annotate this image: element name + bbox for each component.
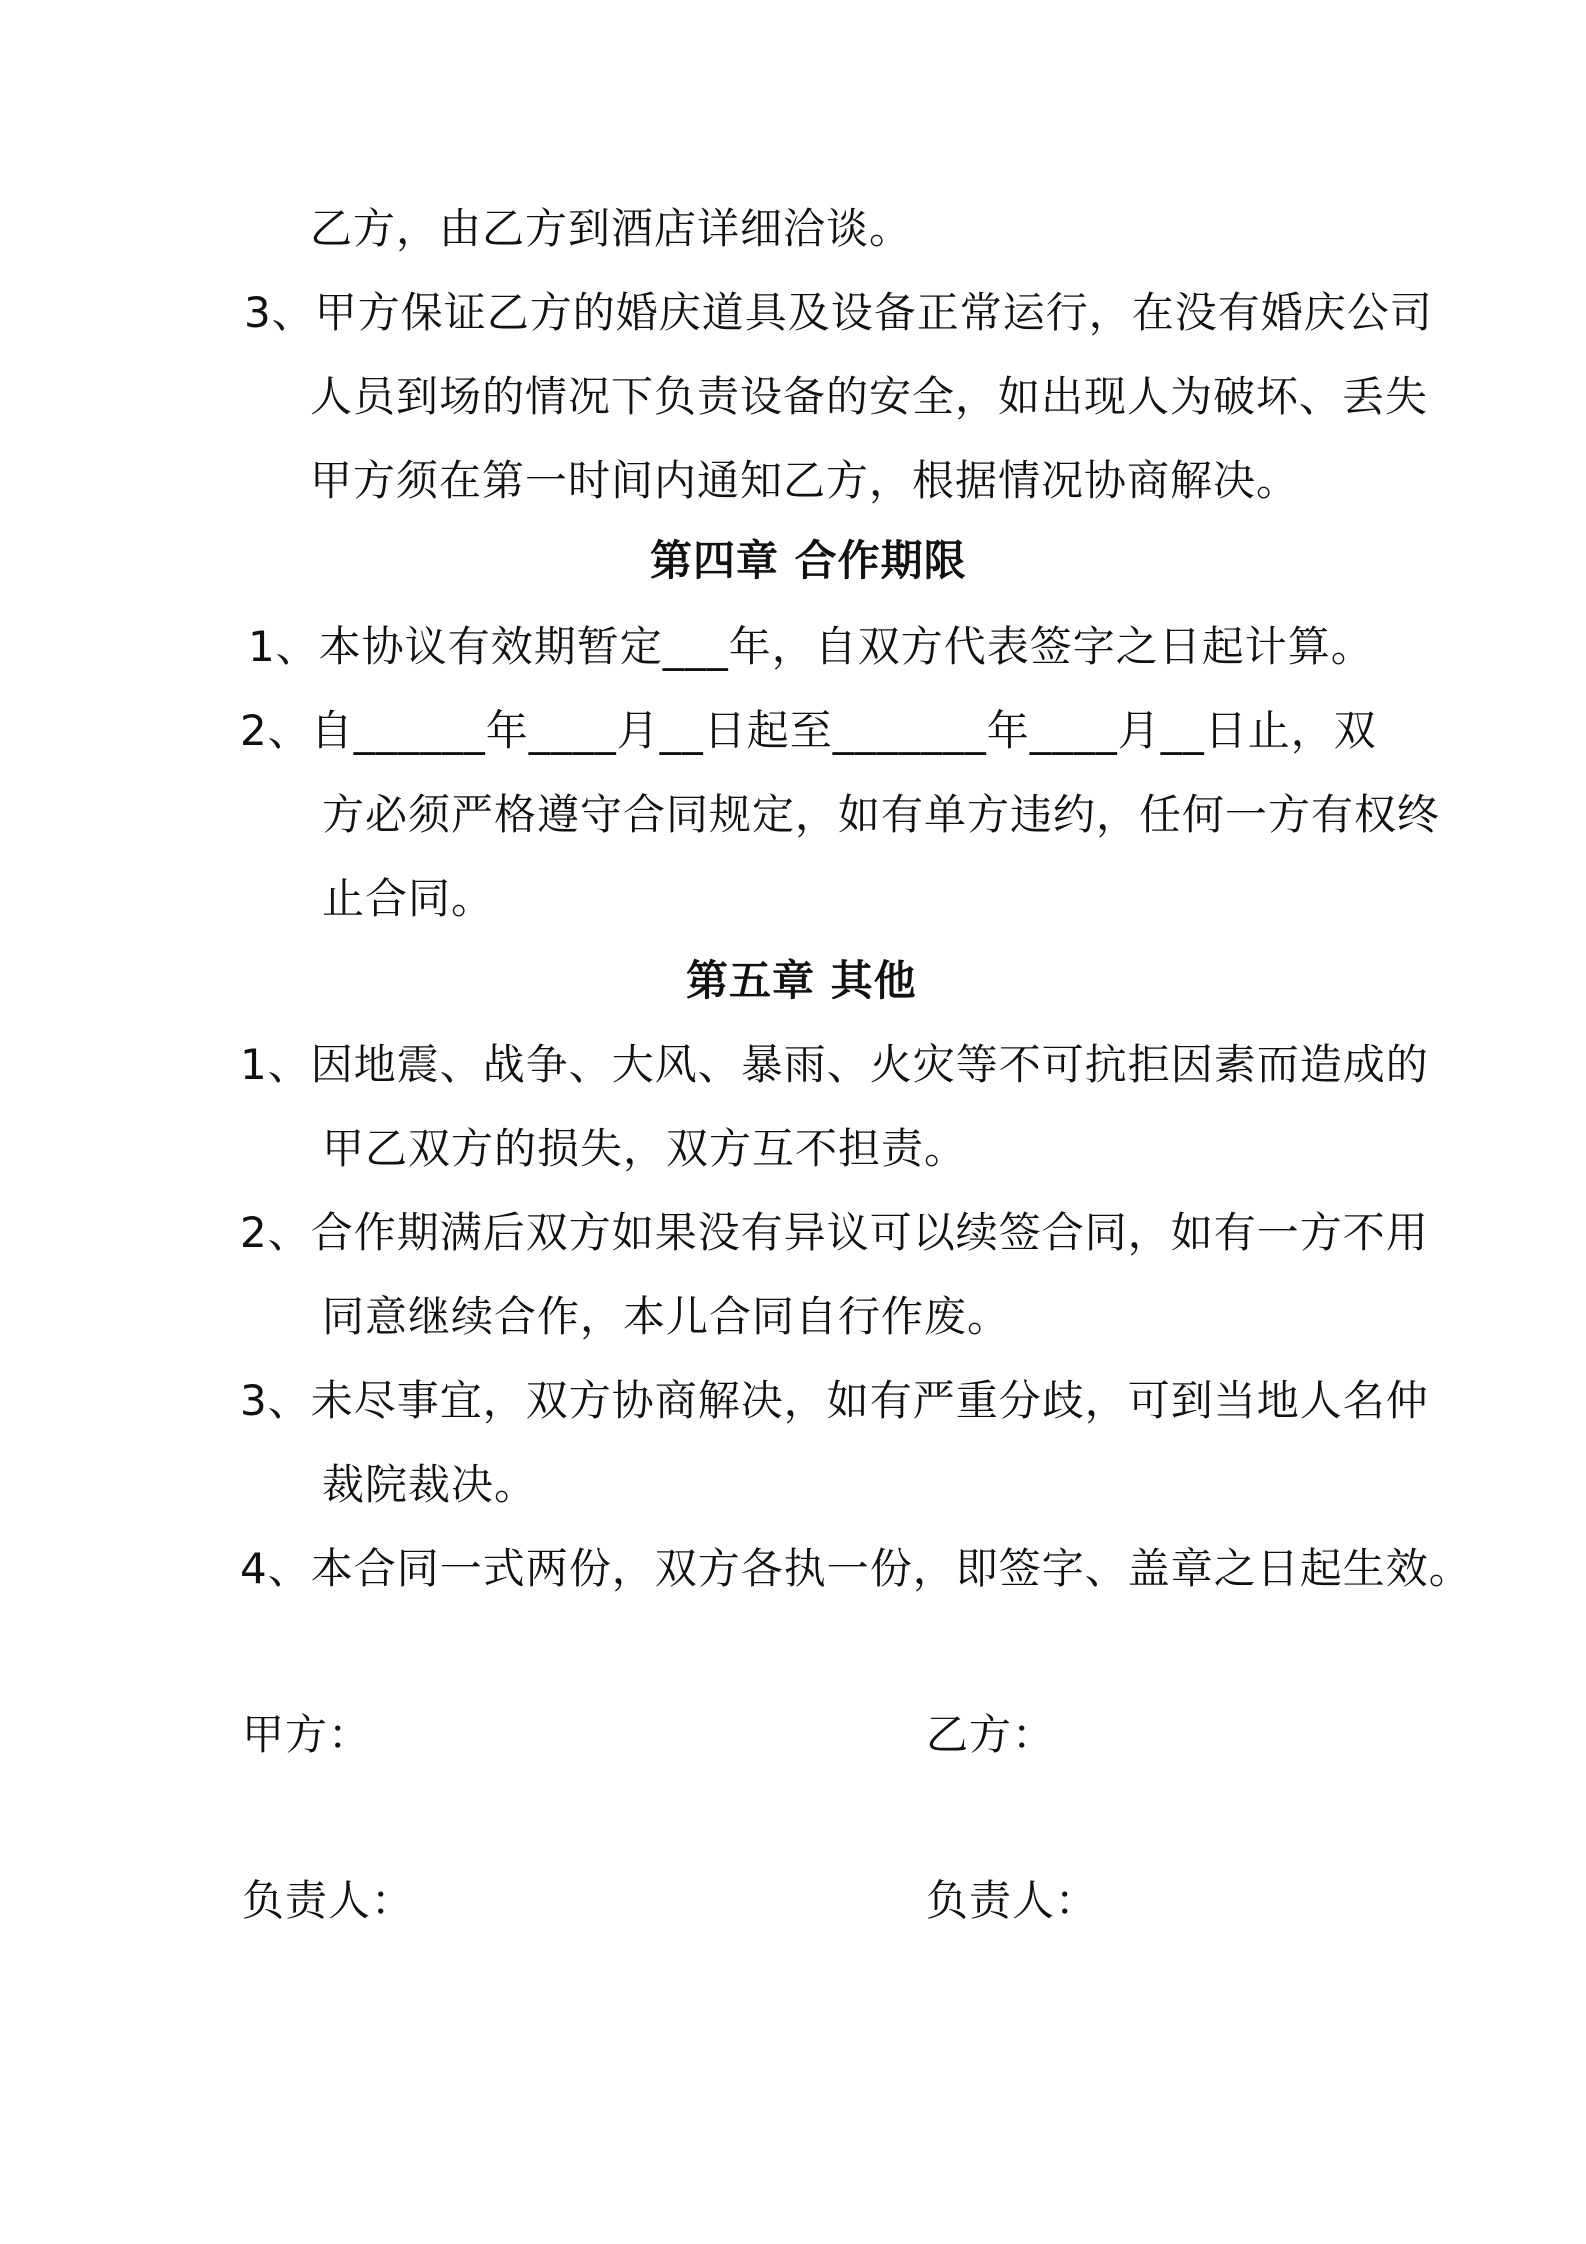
party-a-responsible-label: 负责人：: [242, 1876, 415, 1925]
chapter4-item2-line3: 止合同。: [322, 874, 495, 923]
section3-item3-line3: 甲方须在第一时间内通知乙方，根据情况协商解决。: [310, 456, 1300, 505]
chapter5-item1-line2: 甲乙双方的损失，双方互不担责。: [322, 1124, 968, 1173]
chapter5-item3-line2: 裁院裁决。: [322, 1460, 538, 1509]
chapter5-item3-line1: 3、未尽事宜，双方协商解决，如有严重分歧，可到当地人名仲: [240, 1376, 1429, 1425]
party-b-responsible-label: 负责人：: [926, 1876, 1099, 1925]
chapter4-heading: 第四章 合作期限: [650, 536, 967, 585]
chapter4-item2-line2: 方必须严格遵守合同规定，如有单方违约，任何一方有权终: [322, 790, 1441, 839]
chapter4-item2-line1: 2、自______年____月__日起至_______年____月__日止，双: [240, 706, 1377, 755]
chapter5-item4: 4、本合同一式两份，双方各执一份，即签字、盖章之日起生效。: [240, 1544, 1472, 1593]
chapter5-heading: 第五章 其他: [686, 956, 917, 1005]
section3-item3-line2: 人员到场的情况下负责设备的安全，如出现人为破坏、丢失: [310, 372, 1429, 421]
chapter5-item2-line2: 同意继续合作，本儿合同自行作废。: [322, 1292, 1011, 1341]
chapter4-item1: 1、本协议有效期暂定___年，自双方代表签字之日起计算。: [248, 622, 1374, 671]
party-b-label: 乙方：: [926, 1710, 1056, 1759]
chapter5-item1-line1: 1、因地震、战争、大风、暴雨、火灾等不可抗拒因素而造成的: [240, 1040, 1429, 1089]
section3-item2-continuation: 乙方，由乙方到酒店详细洽谈。: [310, 204, 913, 253]
party-a-label: 甲方：: [242, 1710, 372, 1759]
chapter5-item2-line1: 2、合作期满后双方如果没有异议可以续签合同，如有一方不用: [240, 1208, 1429, 1257]
section3-item3-line1: 3、甲方保证乙方的婚庆道具及设备正常运行，在没有婚庆公司: [244, 288, 1433, 337]
